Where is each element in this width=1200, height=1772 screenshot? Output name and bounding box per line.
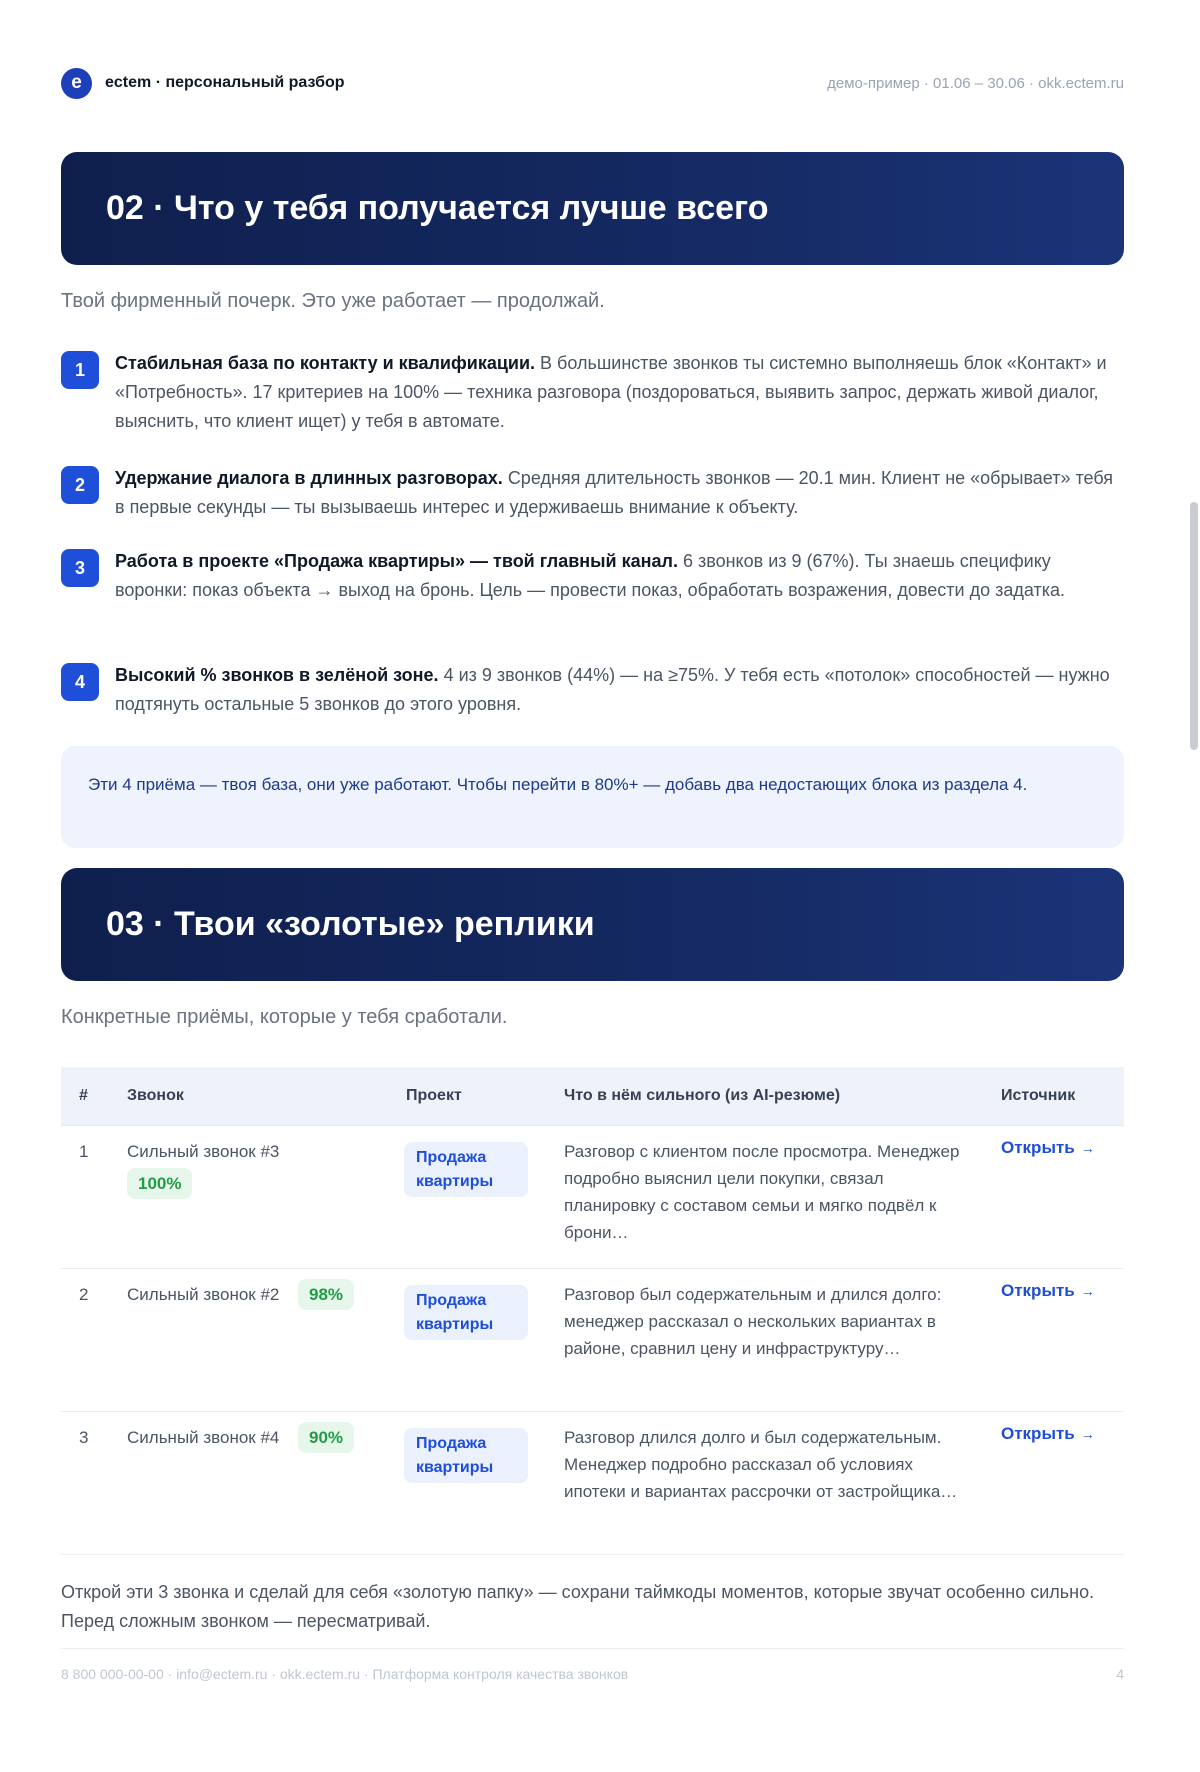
- project-tag: Продажа квартиры: [404, 1142, 528, 1197]
- row-number: 2: [79, 1285, 89, 1304]
- table-header: [61, 1067, 1124, 1126]
- closing-note: Открой эти 3 звонка и сделай для себя «золотую папку» — сохрани таймкоды моментов, которые звучат особенно сильно. Перед сложным звонком — пересматривай.: [61, 1582, 1095, 1631]
- page-number: 4: [1116, 1666, 1124, 1682]
- project-tag: Продажа квартиры: [404, 1428, 528, 1483]
- score-badge: 98%: [298, 1279, 354, 1310]
- golden-calls-table: [61, 1067, 1124, 1555]
- open-link-label: Открыть: [1001, 1281, 1075, 1300]
- strength-title: Стабильная база по контакту и квалификации.: [115, 353, 536, 373]
- strength-text: В большинстве звонков ты системно выполняешь блок «Контакт» и «Потребность». 17 критериев на 100% — техника разговора (поздороваться, выявить запрос, держать живой диалог, выяснить, что клиент ищет) у тебя в автомате.: [115, 353, 1107, 431]
- callout-text: Эти 4 приёма — твоя база, они уже работают. Чтобы перейти в 80%+ — добавь два недостающих блока из раздела 4.: [88, 775, 1028, 794]
- strength-text: 6 звонков из 9 (67%). Ты знаешь специфику воронки: показ объекта → выход на бронь. Цель — провести показ, обработать возражения, довести до задатка.: [115, 551, 1066, 600]
- strength-text: Средняя длительность звонков — 20.1 мин. Клиент не «обрывает» тебя в первые секунды — ты вызываешь интерес и удерживаешь внимание к объекту.: [115, 468, 1113, 517]
- strength-text: 4 из 9 звонков (44%) — на ≥75%. У тебя есть «потолок» способностей — нужно подтянуть остальные 5 звонков до этого уровня.: [115, 665, 1110, 714]
- footer-contacts: 8 800 000-00-00 · info@ectem.ru · okk.ectem.ru · Платформа контроля качества звонков: [61, 1666, 629, 1682]
- section-lead-03: Конкретные приёмы, которые у тебя сработали.: [61, 1006, 508, 1028]
- project-tag: Продажа квартиры: [404, 1285, 528, 1340]
- strength-number: 1: [61, 351, 99, 389]
- arrow-right-icon: →: [1080, 1283, 1095, 1299]
- column-header-source: Источник: [1001, 1087, 1076, 1104]
- row-number: 1: [79, 1142, 89, 1161]
- open-call-link[interactable]: [1001, 1424, 1095, 1444]
- summary-callout: [61, 746, 1124, 848]
- column-header-project: Проект: [406, 1087, 462, 1104]
- column-header-call: Звонок: [127, 1087, 184, 1104]
- strength-number: 4: [61, 663, 99, 701]
- call-summary: Разговор был содержательным и длился долго: менеджер рассказал о нескольких вариантах в районе, сравнил цену и инфраструктуру…: [564, 1285, 942, 1358]
- open-call-link[interactable]: [1001, 1138, 1095, 1158]
- section-banner-02: [61, 152, 1124, 265]
- scrollbar-thumb[interactable]: [1190, 502, 1198, 750]
- call-name: Сильный звонок #2: [127, 1285, 280, 1304]
- section-banner-03: [61, 868, 1124, 981]
- table-row: [61, 1126, 1124, 1269]
- arrow-right-icon: →: [1080, 1426, 1095, 1442]
- arrow-right-icon: →: [1080, 1140, 1095, 1156]
- strength-title: Высокий % звонков в зелёной зоне.: [115, 665, 439, 685]
- column-header-strength: Что в нём сильного (из AI-резюме): [564, 1087, 841, 1104]
- strength-item: [61, 661, 1124, 719]
- strength-title: Удержание диалога в длинных разговорах.: [115, 468, 503, 488]
- strength-number: 3: [61, 549, 99, 587]
- strength-title: Работа в проекте «Продажа квартиры» — твой главный канал.: [115, 551, 678, 571]
- footer-divider: [61, 1648, 1124, 1649]
- call-summary: Разговор с клиентом после просмотра. Менеджер подробно выяснил цели покупки, связал планировку с составом семьи и мягко подвёл к брони…: [564, 1142, 960, 1242]
- strength-item: [61, 547, 1124, 605]
- score-badge: 90%: [298, 1422, 354, 1453]
- row-number: 3: [79, 1428, 89, 1447]
- strength-number: 2: [61, 466, 99, 504]
- column-header-number: #: [79, 1087, 88, 1104]
- table-row: [61, 1269, 1124, 1412]
- section-lead-02: Твой фирменный почерк. Это уже работает — продолжай.: [61, 290, 605, 312]
- brand-title: ectem · персональный разбор: [105, 74, 345, 91]
- section-title-03: 03 · Твои «золотые» реплики: [106, 905, 595, 943]
- open-link-label: Открыть: [1001, 1424, 1075, 1443]
- score-badge: 100%: [127, 1168, 192, 1199]
- open-call-link[interactable]: [1001, 1281, 1095, 1301]
- strength-item: [61, 464, 1124, 522]
- call-summary: Разговор длился долго и был содержательным. Менеджер подробно рассказал об условиях ипотеки и вариантах рассрочки от застройщика…: [564, 1428, 958, 1501]
- brand-logo: e: [61, 68, 92, 99]
- table-row: [61, 1412, 1124, 1555]
- section-title-02: 02 · Что у тебя получается лучше всего: [106, 189, 769, 227]
- strength-item: [61, 349, 1124, 436]
- open-link-label: Открыть: [1001, 1138, 1075, 1157]
- report-meta: демо-пример · 01.06 – 30.06 · okk.ectem.ru: [827, 75, 1124, 92]
- top-bar: [61, 66, 1124, 100]
- call-name: Сильный звонок #4: [127, 1428, 280, 1447]
- call-name: Сильный звонок #3: [127, 1142, 280, 1161]
